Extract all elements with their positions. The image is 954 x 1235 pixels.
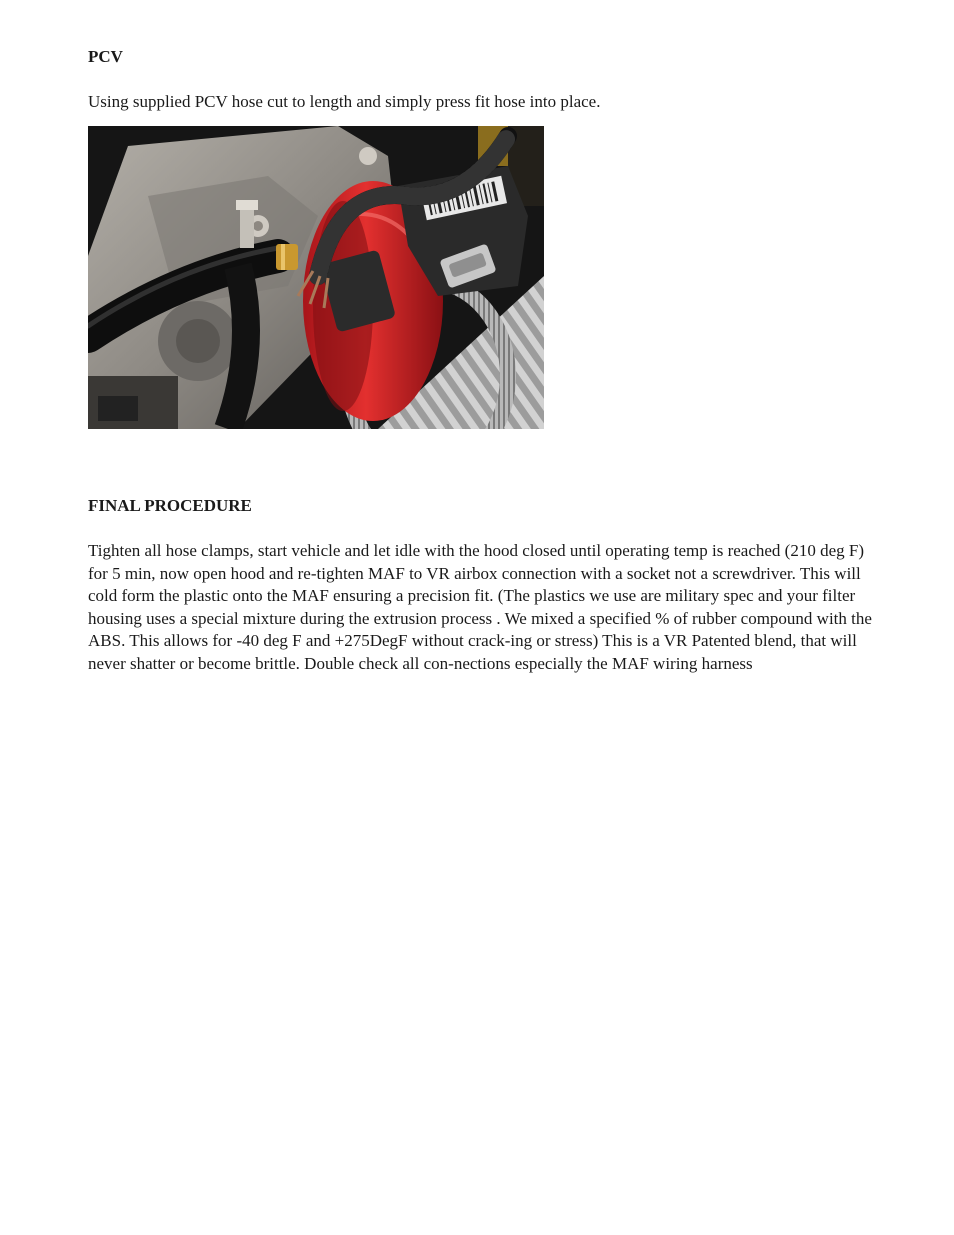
pcv-hose-photo [88,126,544,429]
final-procedure-instructions: Tighten all hose clamps, start vehicle and let idle with the hood closed until operating temp is reached (210 deg F) for 5 min, now open hood and re-tighten MAF to VR airbox connection with a socket not a screwdriver. This will cold form the plastic onto the MAF ensuring a precision fit. (The plastics we use are military spec and your filter housing uses a special mixture during the extrusion process . We mixed a specified % of rubber compound with the ABS. This allows for -40 deg F and +275DegF without crack-ing or stress) This is a VR Patented blend, that will never shatter or become brittle. Double check all con-nections especially the MAF wiring harness [88,541,872,673]
final-procedure-heading: FINAL PROCEDURE [88,496,252,515]
engine-bay-illustration [88,126,544,429]
pcv-instructions: Using supplied PCV hose cut to length and simply press fit hose into place. [88,92,601,111]
pcv-heading: PCV [88,47,123,66]
